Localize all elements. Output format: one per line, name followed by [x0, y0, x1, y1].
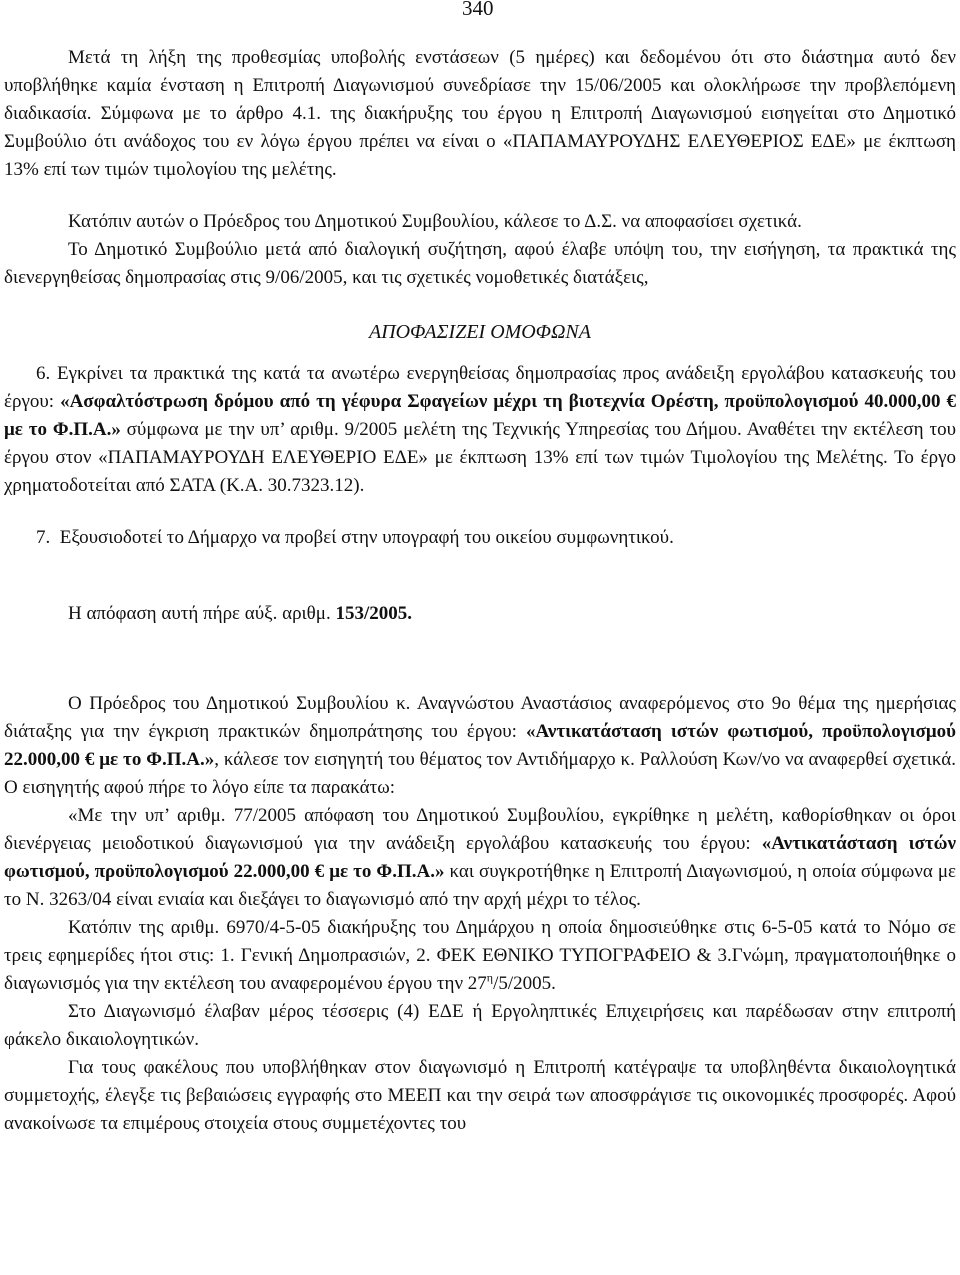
paragraph-rapporteur-statement: [4, 802, 956, 914]
paragraph-text-continued: και συγκροτήθηκε η Επιτροπή Διαγωνισμού, η οποία σύμφωνα με το Ν. 3263/04 είναι ενιαία και διεξάγει το διαγωνισμό από την αρχή μέχρι το τέλος.: [4, 861, 956, 910]
paragraph-text-continued: , κάλεσε τον εισηγητή του θέματος τον Αντιδήμαρχο κ. Ραλλούση Κων/νο να αναφερθεί σχετικά. Ο εισηγητής αφού πήρε το λόγο είπε τα παρακάτω:: [4, 749, 956, 798]
item-number: 7.: [36, 527, 51, 548]
paragraph-participants: Στο Διαγωνισμό έλαβαν μέρος τέσσερις (4) ΕΔΕ ή Εργοληπτικές Επιχειρήσεις και παρέδωσαν στην επιτροπή φάκελο δικαιολογητικών.: [4, 1001, 956, 1050]
page-number: 340: [462, 0, 494, 20]
project-title-bold: «Ασφαλτόστρωση δρόμου από τη γέφυρα Σφαγείων μέχρι τη βιοτεχνία Ορέστη, προϋπολογισμού 40.000,00 € με το Φ.Π.Α.»: [4, 391, 956, 440]
decision-item-7: [4, 524, 956, 552]
paragraph-president-call: Κατόπιν αυτών ο Πρόεδρος του Δημοτικού Συμβουλίου, κάλεσε το Δ.Σ. να αποφασίσει σχετικά.: [68, 211, 802, 232]
paragraph-council-deliberation: Το Δημοτικό Συμβούλιο μετά από διαλογική συζήτηση, αφού έλαβε υπόψη του, την εισήγηση, τα πρακτικά της διενεργηθείσας δημοπρασίας στις 9/06/2005, και τις σχετικές νομοθετικές διατάξεις,: [4, 239, 956, 288]
decision-number: 153/2005.: [335, 603, 412, 624]
item-text: Εγκρίνει τα πρακτικά της κατά τα ανωτέρω ενεργηθείσας δημοπρασίας προς ανάδειξη εργολάβου κατασκευής του έργου:: [4, 363, 957, 412]
paragraph-text: «Με την υπ’ αριθμ. 77/2005 απόφαση του Δημοτικού Συμβουλίου, εγκρίθηκε η μελέτη, καθορίσθηκαν οι όροι διενέργειας μειοδοτικού διαγωνισμού για την ανάδειξη εργολάβου κατασκευής του έργου:: [4, 805, 956, 854]
decision-number-prefix: Η απόφαση αυτή πήρε αύξ. αριθμ.: [68, 603, 336, 624]
item-text: Εξουσιοδοτεί το Δήμαρχο να προβεί στην υπογραφή του οικείου συμφωνητικού.: [59, 527, 674, 548]
paragraph-text: Κατόπιν της αριθμ. 6970/4-5-05 διακήρυξης του Δημάρχου η οποία δημοσιεύθηκε στις 6-5-05 κατά το Νόμο σε τρεις εφημερίδες ήτοι στις: 1. Γενική Δημοπρασιών, 2. ΦΕΚ ΕΘΝΙΚΟ ΤΥΠΟΓΡΑΦΕΙΟ & 3.Γνώμη, πραγματοποιήθηκε ο διαγωνισμός για την εκτέλεση του αναφερομένου έργου την 27: [4, 917, 956, 994]
item-number: 6.: [36, 363, 51, 384]
paragraph-committee-proposal: Μετά τη λήξη της προθεσμίας υποβολής ενστάσεων (5 ημέρες) και δεδομένου ότι στο διάστημα αυτό δεν υποβλήθηκε καμία ένσταση η Επιτροπή Διαγωνισμού συνεδρίασε την 15/06/2005 και ολοκλήρωσε την προβλεπόμενη διαδικασία. Σύμφωνα με το άρθρο 4.1. της διακήρυξης του έργου η Επιτροπή Διαγωνισμού εισηγείται στο Δημοτικό Συμβούλιο ότι ανάδοχος του εν λόγω έργου πρέπει να είναι ο «ΠΑΠΑΜΑΥΡΟΥΔΗΣ ΕΛΕΥΘΕΡΙΟΣ ΕΔΕ» με έκπτωση 13% επί των τιμών τιμολογίου της μελέτης.: [4, 47, 956, 180]
paragraph-tender-announcement: [4, 914, 956, 998]
decision-heading: ΑΠΟΦΑΣΙΖΕΙ ΟΜΟΦΩΝΑ: [368, 321, 591, 343]
project-title-bold: «Αντικατάσταση ιστών φωτισμού, προϋπολογισμού 22.000,00 € με το Φ.Π.Α.»: [4, 721, 956, 770]
paragraph-bids-review: Για τους φακέλους που υποβλήθηκαν στον διαγωνισμό η Επιτροπή κατέγραψε τα υποβληθέντα δικαιολογητικά συμμετοχής, έλεγξε τις βεβαιώσεις εγγραφής στο ΜΕΕΠ και την σειρά των αποσφράγισε τις οικονομικές προσφορές. Αφού ανακοίνωσε τα επιμέρους στοιχεία στους συμμετέχοντες του: [4, 1057, 956, 1134]
project-title-bold: «Αντικατάσταση ιστών φωτισμού, προϋπολογισμού 22.000,00 € με το Φ.Π.Α.»: [4, 833, 956, 882]
decision-item-6: [4, 360, 956, 500]
item-text-continued: σύμφωνα με την υπ’ αριθμ. 9/2005 μελέτη της Τεχνικής Υπηρεσίας του Δήμου. Αναθέτει την εκτέλεση του έργου στον «ΠΑΠΑΜΑΥΡΟΥΔΗ ΕΛΕΥΘΕΡΙΟ ΕΔΕ» με έκπτωση 13% επί των τιμών Τιμολογίου της Μελέτης. Το έργο χρηματοδοτείται από ΣΑΤΑ (Κ.Α. 30.7323.12).: [4, 419, 956, 496]
document-body: [4, 44, 956, 1138]
paragraph-text: Ο Πρόεδρος του Δημοτικού Συμβουλίου κ. Αναγνώστου Αναστάσιος αναφερόμενος στο 9ο θέμα της ημερήσιας διάταξης για την έγκριση πρακτικών δημοπράτησης του έργου:: [4, 693, 956, 742]
paragraph-topic-9-intro: [4, 690, 956, 802]
decision-number-line: [4, 600, 956, 628]
ordinal-superscript: η: [486, 970, 494, 985]
paragraph-text-continued: /5/2005.: [493, 973, 556, 994]
